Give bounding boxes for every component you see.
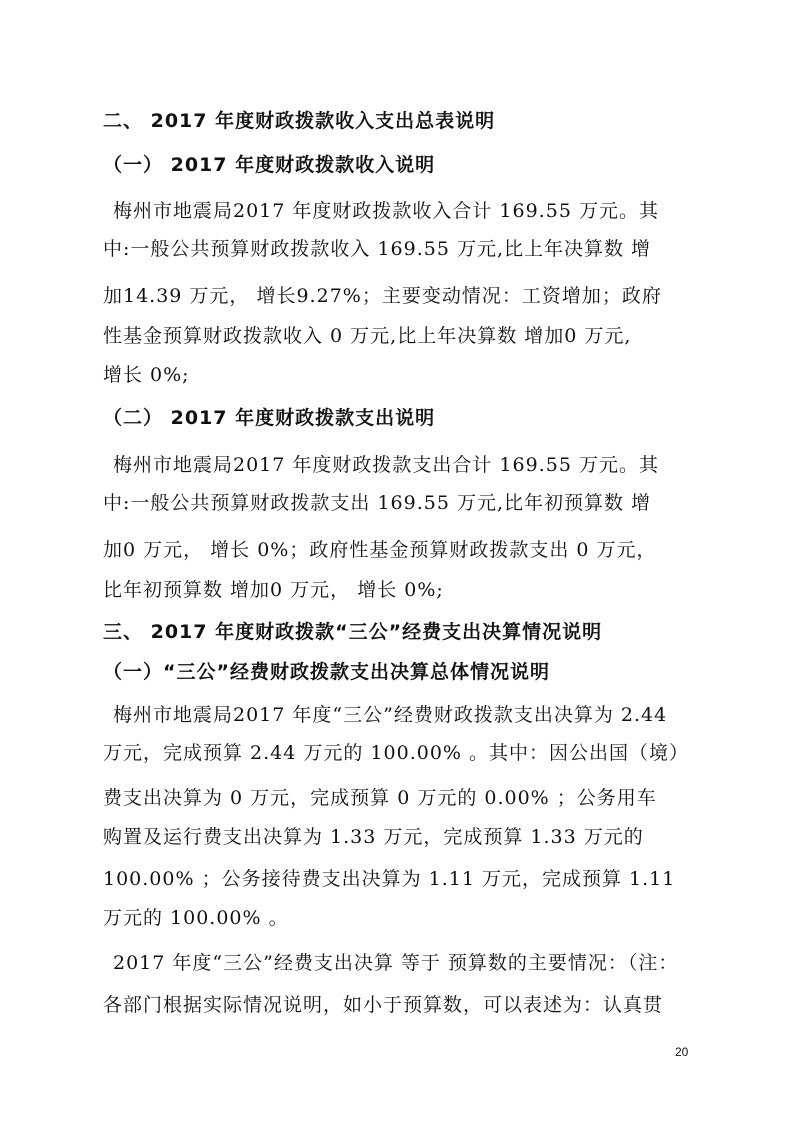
page-number: 20	[675, 1045, 689, 1059]
income-paragraph-line-5: 增长 0%;	[103, 364, 190, 386]
three-public-paragraph-line-2: 万元，完成预算 2.44 万元的 100.00% 。其中：因公出国（境）	[103, 742, 689, 764]
subsection-heading-income: （一） 2017 年度财政拨款收入说明	[103, 154, 436, 176]
subsection-heading-expense: （二） 2017 年度财政拨款支出说明	[103, 407, 436, 429]
three-public-paragraph-line-6: 万元的 100.00% 。	[103, 907, 289, 929]
section-heading-2: 二、 2017 年度财政拨款收入支出总表说明	[103, 110, 496, 132]
expense-paragraph-line-4: 比年初预算数 增加0 万元， 增长 0%;	[103, 579, 444, 601]
expense-paragraph-line-3: 加0 万元， 增长 0%；政府性基金预算财政拨款支出 0 万元，	[103, 539, 657, 561]
three-public-paragraph-line-1: 梅州市地震局2017 年度“三公”经费财政拨款支出决算为 2.44	[113, 704, 668, 726]
expense-paragraph-line-1: 梅州市地震局2017 年度财政拨款支出合计 169.55 万元。其	[113, 454, 659, 476]
income-paragraph-line-2: 中:一般公共预算财政拨款收入 169.55 万元,比上年决算数 增	[103, 238, 652, 260]
budget-note-paragraph-line-1: 2017 年度“三公”经费支出决算 等于 预算数的主要情况：（注：	[113, 952, 679, 974]
three-public-paragraph-line-5: 100.00% ；公务接待费支出决算为 1.11 万元，完成预算 1.11	[103, 868, 676, 890]
subsection-heading-three-public: （一）“三公”经费财政拨款支出决算总体情况说明	[103, 661, 550, 683]
expense-paragraph-line-2: 中:一般公共预算财政拨款支出 169.55 万元,比年初预算数 增	[103, 492, 652, 514]
income-paragraph-line-4: 性基金预算财政拨款收入 0 万元,比上年决算数 增加0 万元,	[103, 325, 632, 347]
section-heading-3: 三、 2017 年度财政拨款“三公”经费支出决算情况说明	[103, 621, 603, 643]
income-paragraph-line-1: 梅州市地震局2017 年度财政拨款收入合计 169.55 万元。其	[113, 200, 659, 222]
three-public-paragraph-line-4: 购置及运行费支出决算为 1.33 万元，完成预算 1.33 万元的	[103, 826, 644, 848]
income-paragraph-line-3: 加14.39 万元， 增长9.27%；主要变动情况：工资增加；政府	[103, 285, 662, 307]
three-public-paragraph-line-3: 费支出决算为 0 万元，完成预算 0 万元的 0.00% ；公务用车	[103, 787, 657, 809]
budget-note-paragraph-line-2: 各部门根据实际情况说明，如小于预算数，可以表述为：认真贯	[103, 994, 664, 1016]
